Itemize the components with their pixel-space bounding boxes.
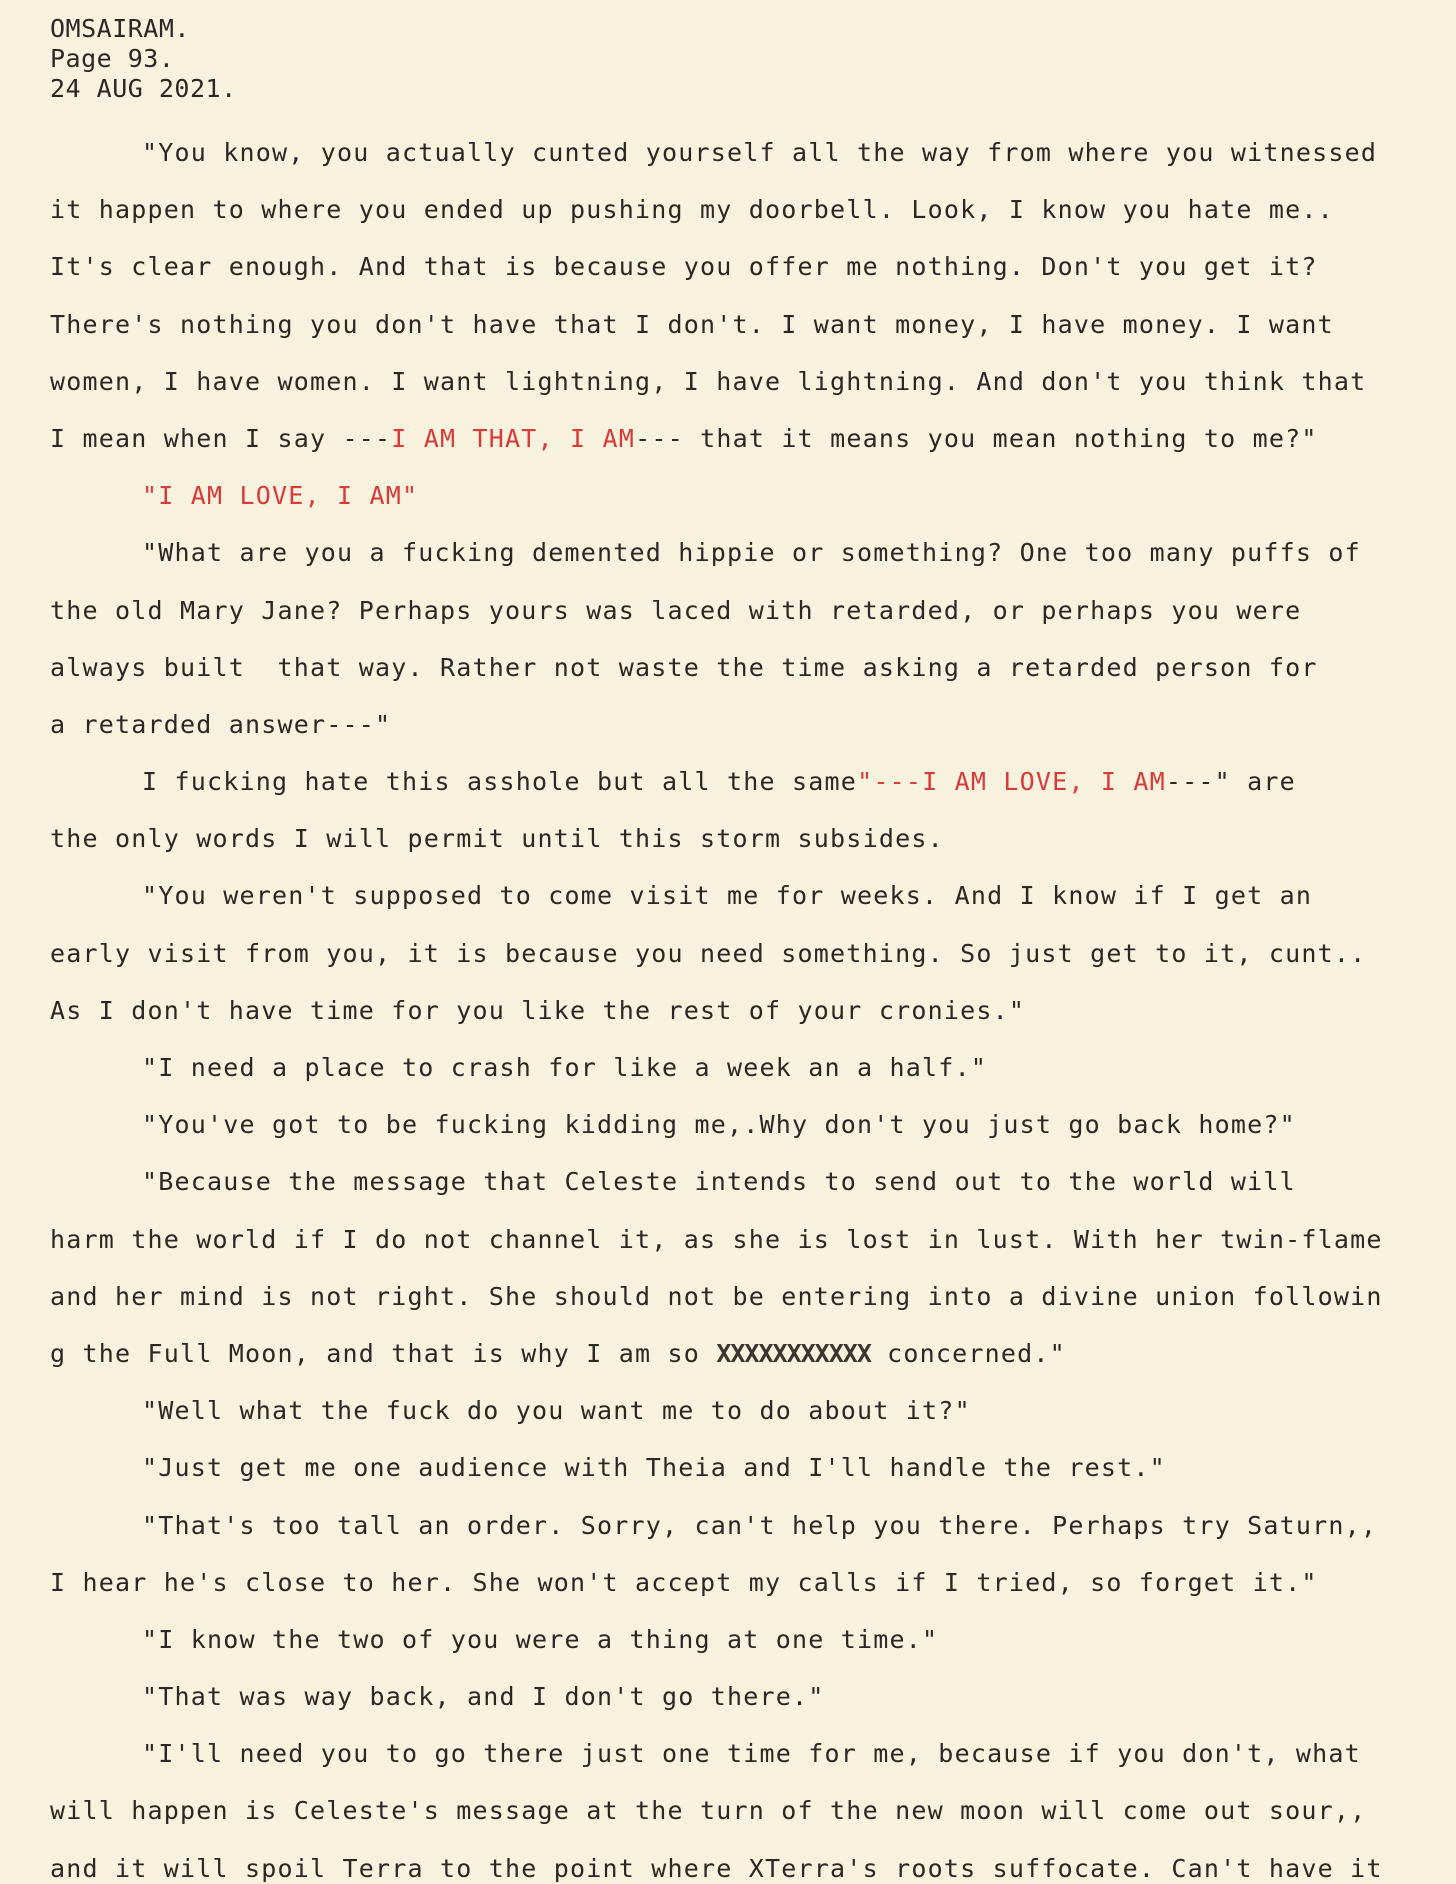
- text-segment: "I know the two of you were a thing at one time.": [142, 1624, 939, 1654]
- text-line: [50, 1153, 1456, 1210]
- text-segment: "What are you a fucking demented hippie or something? One too many puffs of: [142, 538, 1361, 568]
- text-line: [50, 1725, 1456, 1782]
- text-segment: "You know, you actually cunted yourself all the way from where you witnessed: [142, 138, 1378, 167]
- text-segment: "You weren't supposed to come visit me for weeks. And I know if I get an: [142, 881, 1313, 911]
- struck-out-text: XXXXXXXXXXX: [716, 1338, 871, 1368]
- red-text-segment: "I AM LOVE, I AM": [142, 481, 419, 511]
- text-segment: I mean when I say ---: [50, 423, 392, 453]
- text-line: [50, 353, 1456, 410]
- text-segment: g the Full Moon, and that is why I am so: [50, 1338, 717, 1368]
- text-line: [50, 524, 1456, 581]
- text-line: [50, 1325, 1456, 1382]
- text-line: [50, 1211, 1456, 1268]
- text-segment: I hear he's close to her. She won't accept my calls if I tried, so forget it.": [50, 1567, 1318, 1597]
- text-line: [50, 410, 1456, 467]
- text-segment: and it will spoil Terra to the point where XTerra's roots suffocate. Can't have it: [50, 1853, 1383, 1883]
- text-line: [50, 1268, 1456, 1325]
- text-segment: --- that it means you mean nothing to me?": [635, 423, 1318, 453]
- text-segment: "You've got to be fucking kidding me,.Why don't you just go back home?": [142, 1110, 1296, 1140]
- header-date: 24 AUG 2021.: [50, 74, 237, 103]
- text-segment: "That was way back, and I don't go there.": [142, 1682, 825, 1712]
- text-segment: "I need a place to crash for like a week an a half.": [142, 1053, 988, 1082]
- red-text-segment: "---I AM LOVE, I AM: [857, 767, 1166, 797]
- text-segment: "That's too tall an order. Sorry, can't help you there. Perhaps try Saturn,,: [142, 1510, 1378, 1540]
- text-segment: it happen to where you ended up pushing my doorbell. Look, I know you hate me..: [50, 195, 1334, 225]
- text-line: [50, 1554, 1456, 1611]
- text-line: [50, 1611, 1456, 1668]
- page-body-text: [50, 124, 1456, 1884]
- text-line: [50, 867, 1456, 924]
- text-segment: will happen is Celeste's message at the turn of the new moon will come out sour,,: [50, 1796, 1367, 1826]
- text-line: [50, 1096, 1456, 1153]
- text-segment: the old Mary Jane? Perhaps yours was laced with retarded, or perhaps you were: [50, 595, 1302, 625]
- text-line: [50, 753, 1456, 810]
- text-line: [50, 1840, 1456, 1884]
- text-segment: ---" are: [1165, 767, 1296, 797]
- text-segment: There's nothing you don't have that I don't. I want money, I have money. I want: [50, 309, 1334, 339]
- text-segment: "I'll need you to go there just one time for me, because if you don't, what: [142, 1739, 1361, 1769]
- text-segment: concerned.": [870, 1338, 1066, 1368]
- text-segment: and her mind is not right. She should not be entering into a divine union followin: [50, 1281, 1383, 1311]
- text-line: [50, 124, 1456, 181]
- text-segment: "Well what the fuck do you want me to do about it?": [142, 1396, 971, 1426]
- text-line: [50, 810, 1456, 867]
- text-segment: I fucking hate this asshole but all the same: [142, 767, 858, 797]
- text-segment: It's clear enough. And that is because you offer me nothing. Don't you get it?: [50, 252, 1318, 282]
- red-text-segment: I AM THAT, I AM: [391, 423, 636, 453]
- text-segment: As I don't have time for you like the rest of your cronies.": [50, 995, 1026, 1025]
- text-line: [50, 1497, 1456, 1554]
- text-line: [50, 925, 1456, 982]
- text-line: [50, 982, 1456, 1039]
- text-segment: early visit from you, it is because you need something. So just get to it, cunt..: [50, 938, 1367, 968]
- text-line: [50, 1782, 1456, 1839]
- text-line: [50, 181, 1456, 238]
- text-segment: "Because the message that Celeste intends to send out to the world will: [142, 1167, 1296, 1197]
- text-line: [50, 1039, 1456, 1096]
- text-line: [50, 582, 1456, 639]
- text-segment: the only words I will permit until this storm subsides.: [50, 824, 944, 854]
- text-line: [50, 1439, 1456, 1496]
- text-line: [50, 467, 1456, 524]
- text-line: [50, 1668, 1456, 1725]
- text-segment: harm the world if I do not channel it, as she is lost in lust. With her twin-flame: [50, 1224, 1383, 1254]
- text-line: [50, 1382, 1456, 1439]
- text-segment: "Just get me one audience with Theia and I'll handle the rest.": [142, 1453, 1166, 1483]
- text-segment: a retarded answer---": [50, 709, 392, 739]
- text-segment: women, I have women. I want lightning, I have lightning. And don't you think that: [50, 366, 1367, 396]
- text-segment: always built that way. Rather not waste the time asking a retarded person for: [50, 652, 1318, 682]
- header-title: OMSAIRAM.: [50, 14, 190, 43]
- text-line: [50, 639, 1456, 696]
- header-page-number: Page 93.: [50, 44, 175, 73]
- text-line: [50, 296, 1456, 353]
- text-line: [50, 696, 1456, 753]
- text-line: [50, 238, 1456, 295]
- page-header: [50, 14, 1456, 104]
